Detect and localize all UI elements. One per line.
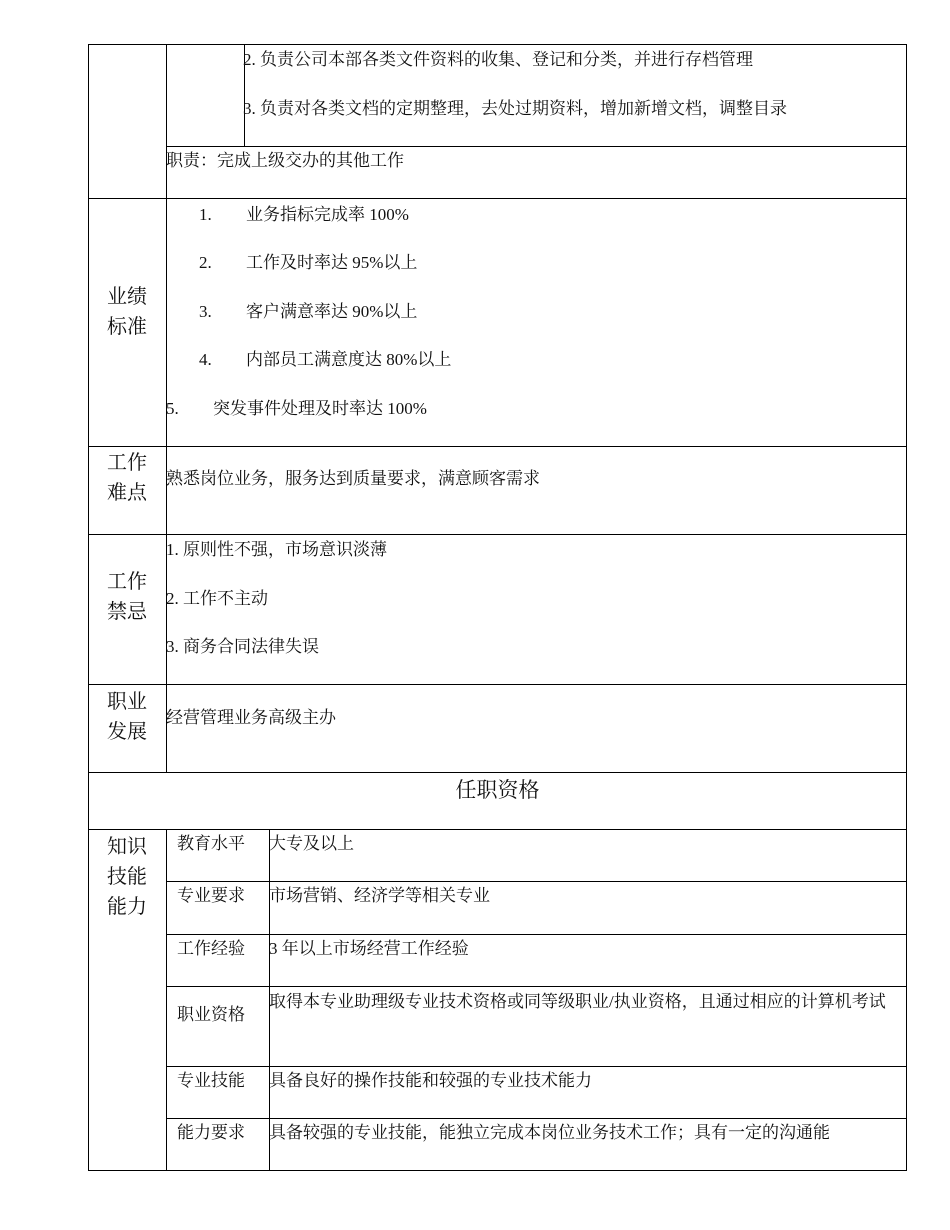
row-divider	[88, 772, 907, 773]
performance-item-text: 内部员工满意度达 80%以上	[246, 350, 452, 369]
qual-row-value: 具备良好的操作技能和较强的专业技术能力	[269, 1071, 592, 1090]
qual-row-label: 专业技能	[177, 1071, 245, 1090]
performance-item-num: 1.	[199, 205, 212, 224]
qual-row-value: 具备较强的专业技能，能独立完成本岗位业务技术工作；具有一定的沟通能	[269, 1123, 830, 1142]
taboo-label-line1: 工作	[107, 571, 147, 593]
row-divider	[88, 684, 907, 685]
row-divider	[88, 534, 907, 535]
taboo-label	[88, 567, 166, 627]
performance-item-text: 突发事件处理及时率达 100%	[213, 399, 427, 418]
qual-row-label: 专业要求	[177, 886, 245, 905]
qualification-group-line1: 知识	[107, 836, 147, 858]
performance-item-num: 3.	[199, 302, 212, 321]
qualification-group-line3: 能力	[107, 896, 147, 918]
career-text: 经营管理业务高级主办	[166, 708, 336, 727]
table-border-top	[88, 44, 907, 45]
career-label-line2: 发展	[107, 721, 147, 743]
top-item-2: 2. 负责公司本部各类文件资料的收集、登记和分类，并进行存档管理	[243, 50, 753, 69]
qual-row-divider	[166, 986, 907, 987]
qualification-group-label	[88, 832, 166, 922]
qual-row-label: 能力要求	[177, 1123, 245, 1142]
qualification-title: 任职资格	[455, 778, 540, 802]
qualification-group-line2: 技能	[107, 866, 147, 888]
row-divider	[88, 446, 907, 447]
qual-row-divider	[166, 934, 907, 935]
taboo-item: 2. 工作不主动	[166, 589, 268, 608]
performance-item-num: 5.	[166, 399, 179, 418]
top-duty-divider	[166, 146, 907, 147]
career-label-line1: 职业	[107, 691, 147, 713]
performance-item-text: 业务指标完成率 100%	[246, 205, 409, 224]
qual-row-label: 工作经验	[177, 939, 245, 958]
difficulty-label-line1: 工作	[107, 452, 147, 474]
row-divider	[88, 198, 907, 199]
qual-row-value: 大专及以上	[269, 834, 354, 853]
top-duty-text: 职责：完成上级交办的其他工作	[166, 151, 404, 170]
performance-label-line2: 标准	[107, 316, 147, 338]
qual-row-divider	[166, 1066, 907, 1067]
career-label	[88, 687, 166, 747]
difficulty-label-line2: 难点	[107, 482, 147, 504]
difficulty-label	[88, 448, 166, 508]
performance-item-text: 客户满意率达 90%以上	[246, 302, 418, 321]
qual-row-value: 市场营销、经济学等相关专业	[269, 886, 490, 905]
top-item-3: 3. 负责对各类文档的定期整理，去处过期资料，增加新增文档，调整目录	[243, 99, 787, 118]
qual-row-label: 职业资格	[177, 1005, 245, 1024]
difficulty-text: 熟悉岗位业务，服务达到质量要求，满意顾客需求	[166, 469, 540, 488]
qual-row-value: 取得本专业助理级专业技术资格或同等级职业/执业资格，且通过相应的计算机考试	[269, 992, 886, 1011]
taboo-item: 3. 商务合同法律失误	[166, 637, 319, 656]
performance-item-text: 工作及时率达 95%以上	[246, 253, 418, 272]
qual-row-divider	[166, 881, 907, 882]
taboo-item: 1. 原则性不强，市场意识淡薄	[166, 540, 387, 559]
qual-row-value: 3 年以上市场经营工作经验	[269, 939, 469, 958]
table-border-right	[906, 44, 907, 1170]
qual-row-divider	[166, 1118, 907, 1119]
performance-label	[88, 282, 166, 342]
performance-item-num: 2.	[199, 253, 212, 272]
performance-item-num: 4.	[199, 350, 212, 369]
performance-label-line1: 业绩	[107, 286, 147, 308]
taboo-label-line2: 禁忌	[107, 601, 147, 623]
row-divider	[88, 829, 907, 830]
qual-row-label: 教育水平	[177, 834, 245, 853]
table-border-bottom	[88, 1170, 907, 1171]
